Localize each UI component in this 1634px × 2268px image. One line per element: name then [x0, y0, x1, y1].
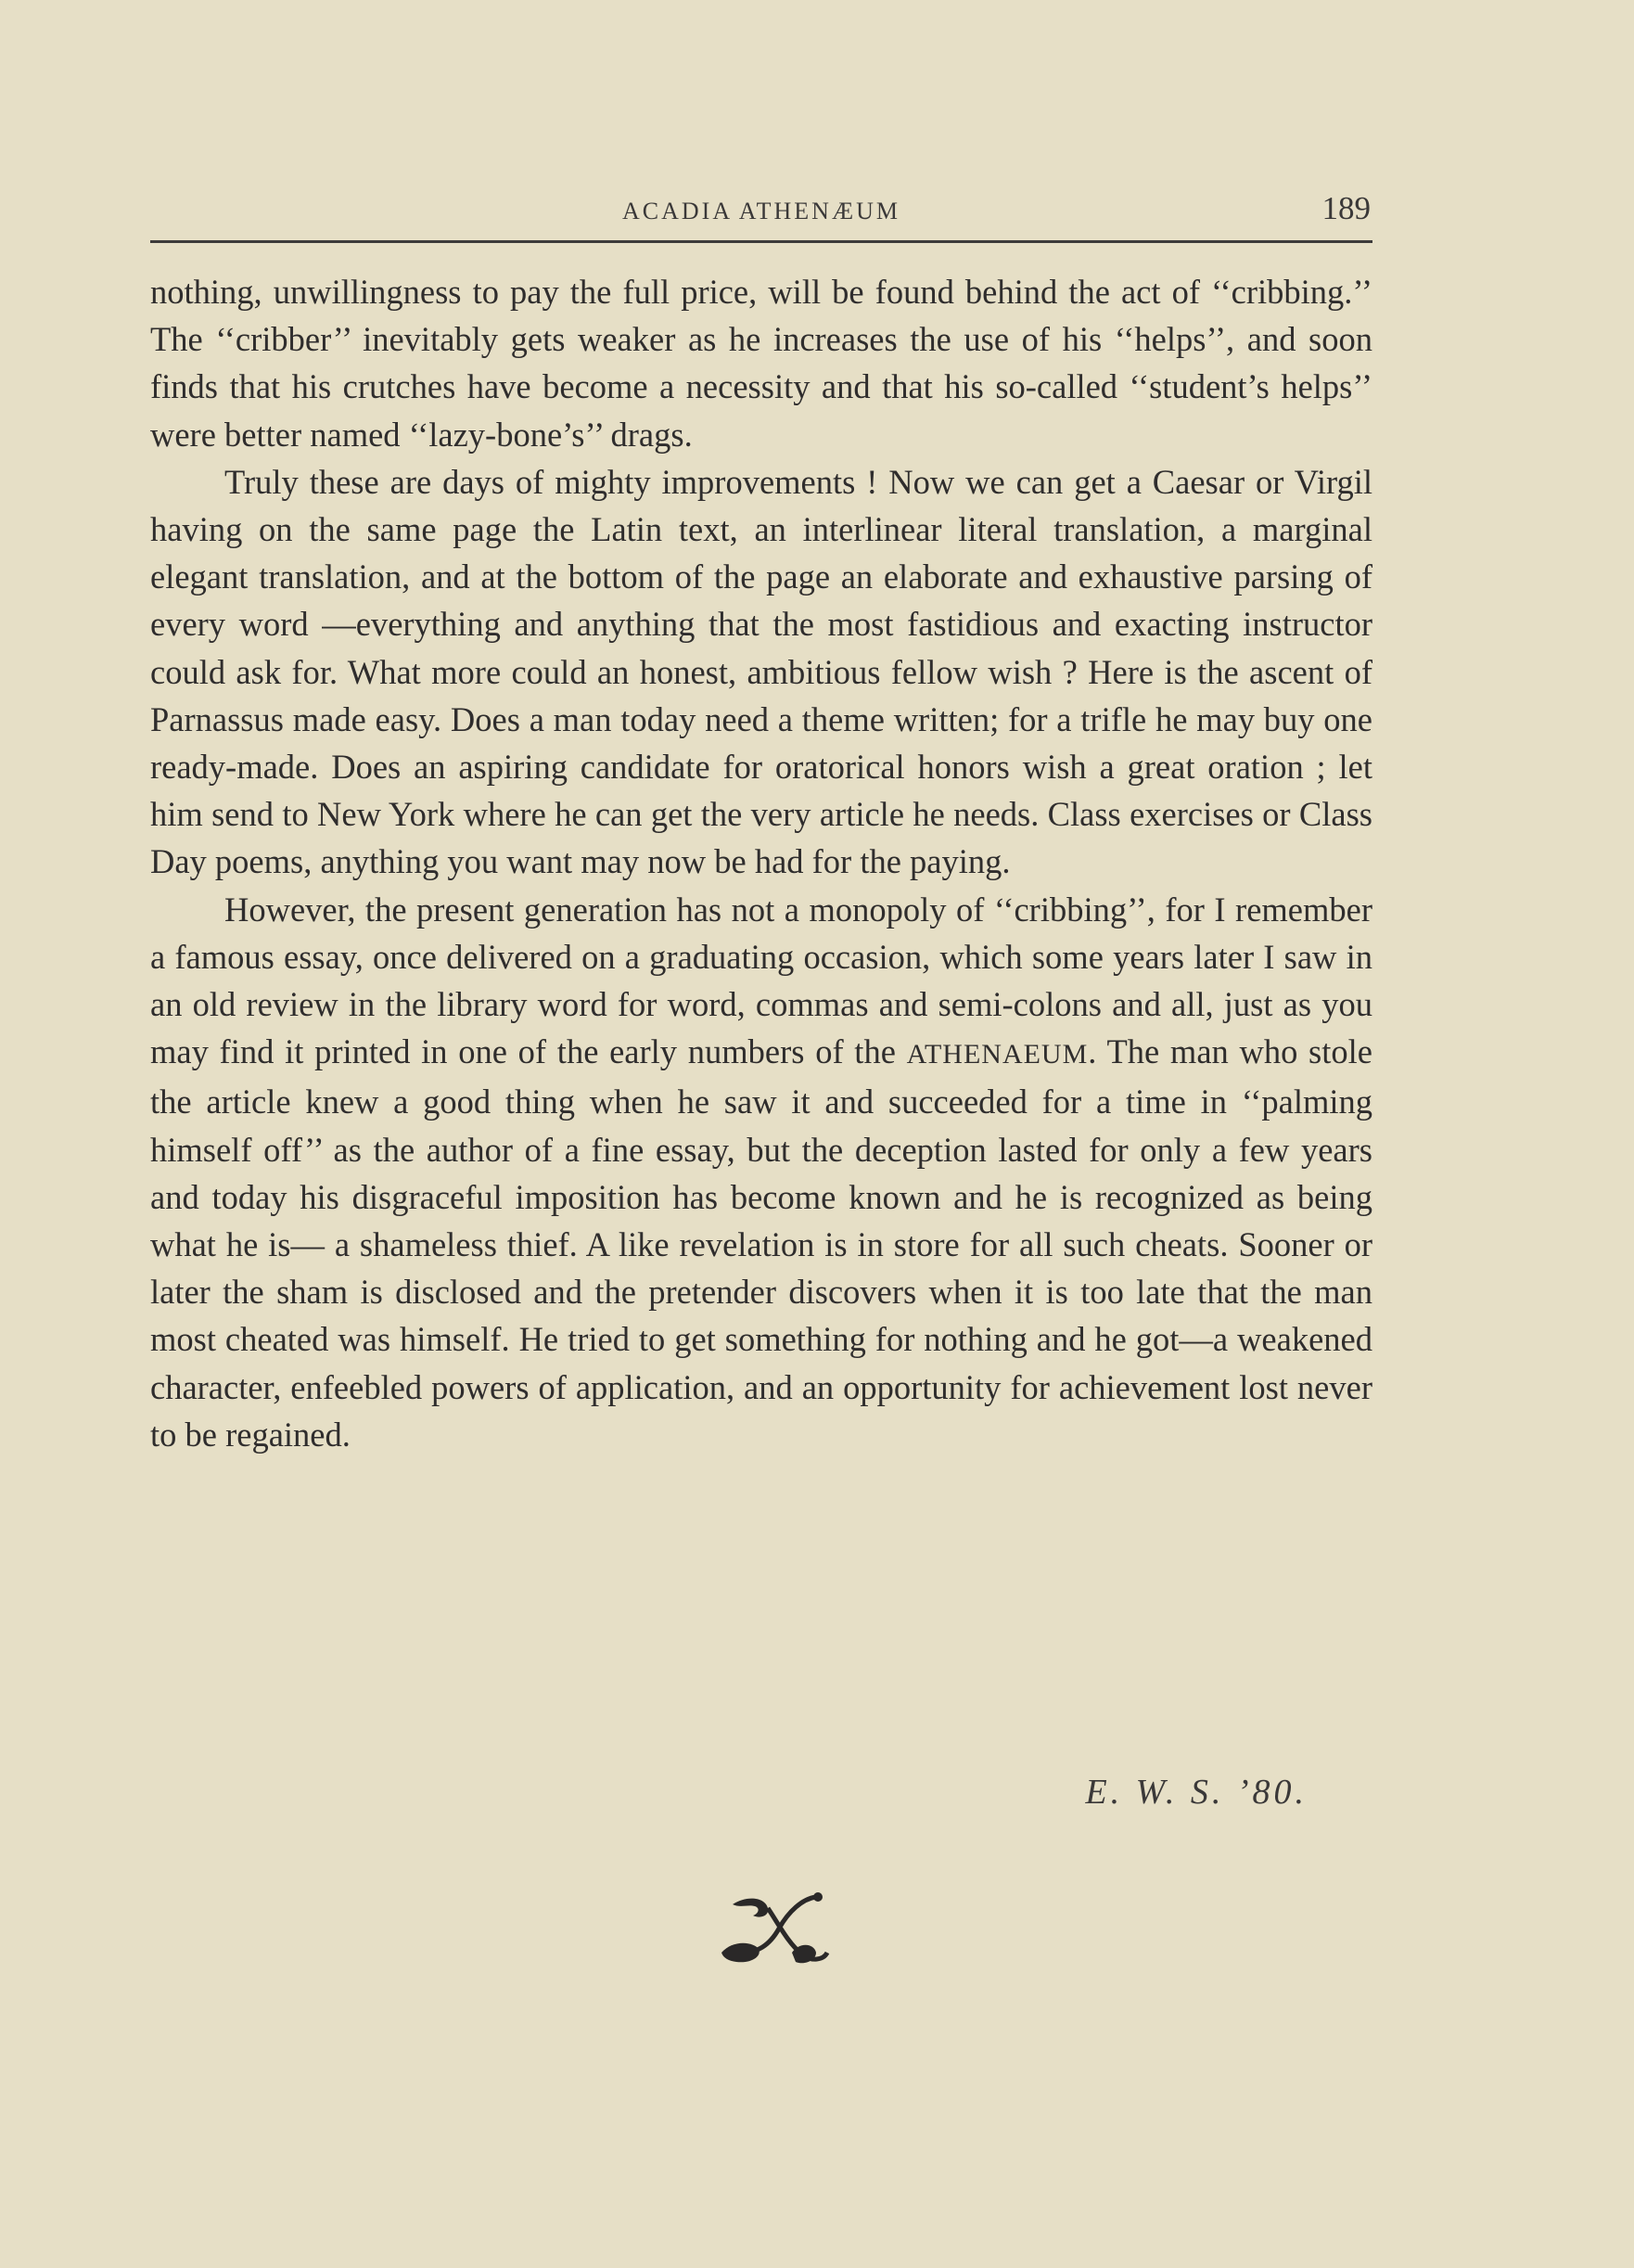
paragraph-3-text-after: . The man who stole the article knew a good thing when he saw it and succeeded for a time in ‘‘palming himself off’’ as the author of a fine essay, but the deception lasted for only a few years and today his disgraceful imposition has become known and he is recognized as being what he is— a shameless thief. A like revelation is in store for all such cheats. Sooner or later the sham is disclosed and the pretender discovers when it is too late that the man most cheated was himself. He tried to get something for nothing and he got—a weakened character, enfeebled powers of application, and an opportunity for achievement lost never to be regained.: [150, 1032, 1372, 1454]
article-body: [150, 268, 1372, 1458]
journal-name-smallcaps: ATHENAEUM: [906, 1039, 1089, 1070]
paragraph-3: [150, 886, 1372, 1458]
page-number: 189: [1321, 190, 1371, 226]
paragraph-3-text-before: However, the present generation has not a monopoly of ‘‘cribbing’’, for I remember a famous essay, once delivered on a graduating occasion, which some years later I saw in an old review in the library word for word, commas and semi-colons and all, just as you may find it printed in one of the early numbers of the: [150, 890, 1372, 1071]
paragraph-2: Truly these are days of mighty improvements ! Now we can get a Caesar or Virgil having on the same page the Latin text, an interlinear literal translation, a marginal elegant translation, and at the bottom of the page an elaborate and exhaustive parsing of every word —everything and anything that the most fastidious and exacting instructor could ask for. What more could an honest, ambitious fellow wish ? Here is the ascent of Parnassus made easy. Does a man today need a theme written; for a trifle he may buy one ready-made. Does an aspiring candidate for oratorical honors wish a great oration ; let him send to New York where he can get the very article he needs. Class exercises or Class Day poems, anything you want may now be had for the paying.: [150, 462, 1372, 881]
running-head: [150, 190, 1372, 238]
author-signature: E. W. S. ’80.: [1085, 1773, 1308, 1812]
document-page: [150, 190, 1372, 1812]
fleuron-ornament-icon: [714, 1888, 835, 1971]
running-title: ACADIA ATHENÆUM: [622, 198, 900, 224]
header-rule: [150, 240, 1372, 243]
paragraph-1: nothing, unwillingness to pay the full price, will be found behind the act of ‘‘cribbing.’’ The ‘‘cribber’’ inevitably gets weaker as he increases the use of his ‘‘helps’’, and soon finds that his crutches have become a necessity and that his so-called ‘‘student’s helps’’ were better named ‘‘lazy-bone’s’’ drags.: [150, 273, 1372, 454]
